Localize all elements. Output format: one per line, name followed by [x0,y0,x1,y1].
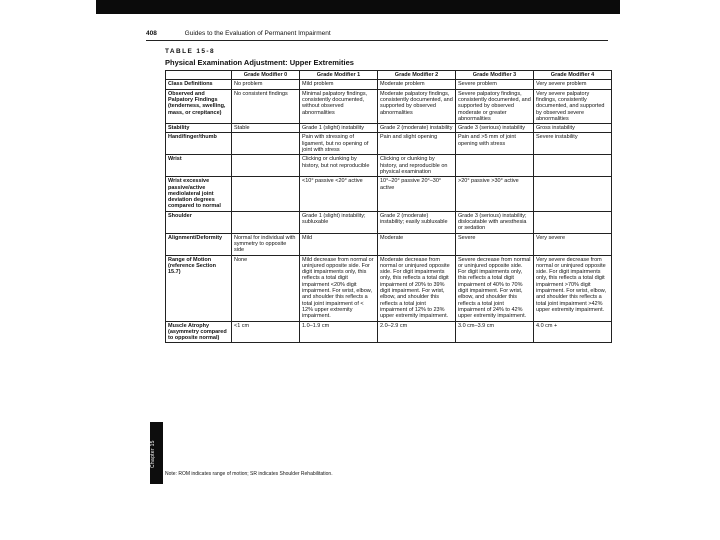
row-label: Shoulder [166,211,232,233]
table-cell: Minimal palpatory findings, consistently documented, without observed abnormalities [300,89,378,123]
table-row [166,211,612,233]
table-cell: Clicking or clunking by history, but not reproducible [300,155,378,177]
table-cell: <10° passive <20° active [300,177,378,211]
table-cell: Mild [300,233,378,255]
column-header: Grade Modifier 4 [534,71,612,80]
table-cell: Normal for individual with symmetry to opposite side [232,233,300,255]
table-cell: Grade 2 (moderate) instability [378,124,456,133]
table-row [166,233,612,255]
chapter-tab-label: Chapter 15 [150,440,156,468]
table-cell: Pain and >5 mm of joint opening with stress [456,133,534,155]
table-header-row [166,71,612,80]
table-row [166,133,612,155]
page-header [146,30,331,37]
table-footnote: Note: ROM indicates range of motion; SR indicates Shoulder Rehabilitation. [165,471,333,477]
table-cell: 4.0 cm + [534,321,612,343]
table-cell: Grade 1 (slight) instability [300,124,378,133]
table-cell: Pain with stressing of ligament, but no opening of joint with stress [300,133,378,155]
table-title: Physical Examination Adjustment: Upper Extremities [165,58,354,67]
row-label: Hand/finger/thumb [166,133,232,155]
column-header: Grade Modifier 3 [456,71,534,80]
table-cell [534,211,612,233]
table-cell: Very severe [534,233,612,255]
table-cell: Very severe problem [534,80,612,89]
table-cell: 3.0 cm–3.9 cm [456,321,534,343]
row-label: Stability [166,124,232,133]
table-row [166,321,612,343]
table-cell: Clicking or clunking by history, and reproducible on physical examination [378,155,456,177]
table-cell: No consistent findings [232,89,300,123]
table-cell: Severe instability [534,133,612,155]
table-cell: Grade 2 (moderate) instability; easily subluxable [378,211,456,233]
table-cell: Mild problem [300,80,378,89]
table-cell [232,155,300,177]
column-header [166,71,232,80]
row-label: Alignment/Deformity [166,233,232,255]
table-cell: Very severe palpatory findings, consistently documented, and supported by observed severe abnormalities [534,89,612,123]
table-cell [456,155,534,177]
row-label: Range of Motion (reference Section 15.7) [166,255,232,321]
column-header: Grade Modifier 2 [378,71,456,80]
table-cell: 10°–20° passive 20°–30° active [378,177,456,211]
table-cell: Moderate decrease from normal or uninjured opposite side. For digit impairments only, this reflects a total digit impairment of 20% to 39% digit impairment. For wrist, elbow, and shoulder this reflects a total joint impairment of 12% to 23% upper extremity impairment. [378,255,456,321]
running-title: Guides to the Evaluation of Permanent Impairment [184,30,331,37]
table-cell: Grade 3 (serious) instability [456,124,534,133]
table-row [166,124,612,133]
table-cell: Severe palpatory findings, consistently documented, and supported by observed moderate or greater abnormalities [456,89,534,123]
table-row [166,155,612,177]
table-cell: Severe problem [456,80,534,89]
table-cell [534,177,612,211]
top-scan-edge [96,0,631,14]
table-cell: 2.0–2.9 cm [378,321,456,343]
table-cell: Grade 3 (serious) instability; dislocatable with anesthesia or sedation [456,211,534,233]
row-label: Muscle Atrophy (asymmetry compared to opposite normal) [166,321,232,343]
table-row [166,89,612,123]
table-cell: No problem [232,80,300,89]
table-cell [232,211,300,233]
table-cell [232,133,300,155]
table-cell: Stable [232,124,300,133]
table-cell: Mild decrease from normal or uninjured opposite side. For digit impairments only, this reflects a total digit impairment <20% digit impairment. For wrist, elbow, and shoulder this reflects a total joint impairment of < 12% upper extremity impairment. [300,255,378,321]
table-cell: Pain and slight opening [378,133,456,155]
header-rule [146,40,608,41]
table-cell: >20° passive >30° active [456,177,534,211]
scan-corner [620,0,720,14]
table-cell: Severe decrease from normal or uninjured opposite side. For digit impairments only, this reflects a total digit impairment of 40% to 70% digit impairment. For wrist, elbow, and shoulder this reflects a total joint impairment of 24% to 42% upper extremity impairment. [456,255,534,321]
table-cell: Moderate [378,233,456,255]
table-row [166,255,612,321]
row-label: Class Definitions [166,80,232,89]
table-cell: Moderate problem [378,80,456,89]
table-cell: Very severe decrease from normal or uninjured opposite side. For digit impairments only, this reflects a total digit impairment >70% digit impairment. For wrist, elbow, and shoulder this reflects a total joint impairment >42% upper extremity impairment. [534,255,612,321]
table-cell [232,177,300,211]
page-number: 408 [146,30,157,37]
table-cell: None [232,255,300,321]
impairment-table [165,70,612,343]
table-label: TABLE 15-8 [165,48,215,55]
row-label: Observed and Palpatory Findings (tenderness, swelling, mass, or crepitance) [166,89,232,123]
table-cell: Grade 1 (slight) instability; subluxable [300,211,378,233]
column-header: Grade Modifier 1 [300,71,378,80]
table-cell [534,155,612,177]
table-cell: Severe [456,233,534,255]
column-header: Grade Modifier 0 [232,71,300,80]
row-label: Wrist [166,155,232,177]
table-cell: 1.0–1.9 cm [300,321,378,343]
table-cell: Moderate palpatory findings, consistently documented, and supported by observed abnormalities [378,89,456,123]
table-cell: Gross instability [534,124,612,133]
table-cell: <1 cm [232,321,300,343]
table-row [166,80,612,89]
row-label: Wrist excessive passive/active mediolateral joint deviation degrees compared to normal [166,177,232,211]
table-row [166,177,612,211]
